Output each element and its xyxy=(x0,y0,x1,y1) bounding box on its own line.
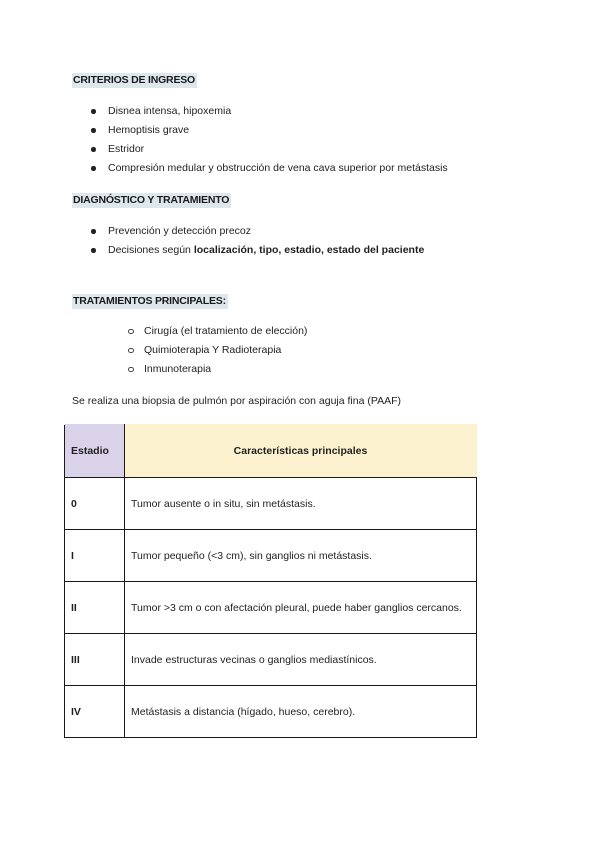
diagnostico-list xyxy=(91,222,424,260)
description-cell: Invade estructuras vecinas o ganglios mediastínicos. xyxy=(125,634,477,686)
list-item: Prevención y detección precoz xyxy=(91,222,424,241)
stage-cell: III xyxy=(65,634,125,686)
table-header-row xyxy=(65,425,477,478)
biopsy-paragraph: Se realiza una biopsia de pulmón por aspiración con aguja fina (PAAF) xyxy=(72,395,401,407)
criterios-list xyxy=(91,102,448,178)
list-item: Estridor xyxy=(91,140,448,159)
header-estadio: Estadio xyxy=(65,425,125,478)
table-row xyxy=(65,634,477,686)
heading-criterios-ingreso: CRITERIOS DE INGRESO xyxy=(73,74,196,86)
table-row xyxy=(65,582,477,634)
table-row xyxy=(65,478,477,530)
list-item-bold: localización, tipo, estadio, estado del paciente xyxy=(193,244,425,256)
description-cell: Tumor pequeño (<3 cm), sin ganglios ni metástasis. xyxy=(125,530,477,582)
header-caracteristicas: Características principales xyxy=(125,425,477,478)
heading-diagnostico-tratamiento: DIAGNÓSTICO Y TRATAMIENTO xyxy=(73,194,230,206)
stage-cell: II xyxy=(65,582,125,634)
tratamientos-list xyxy=(128,322,307,379)
table-row xyxy=(65,686,477,738)
list-item: Hemoptisis grave xyxy=(91,121,448,140)
list-item: Compresión medular y obstrucción de vena cava superior por metástasis xyxy=(91,159,448,178)
list-item: Quimioterapia Y Radioterapia xyxy=(128,341,307,360)
list-item xyxy=(91,241,424,260)
heading-tratamientos-principales: TRATAMIENTOS PRINCIPALES: xyxy=(73,295,226,307)
list-item: Disnea intensa, hipoxemia xyxy=(91,102,448,121)
stage-cell: IV xyxy=(65,686,125,738)
stage-cell: I xyxy=(65,530,125,582)
staging-table xyxy=(64,424,477,738)
list-item: Cirugía (el tratamiento de elección) xyxy=(128,322,307,341)
list-item: Inmunoterapia xyxy=(128,360,307,379)
table-row xyxy=(65,530,477,582)
description-cell: Tumor >3 cm o con afectación pleural, puede haber ganglios cercanos. xyxy=(125,582,477,634)
stage-cell: 0 xyxy=(65,478,125,530)
description-cell: Metástasis a distancia (hígado, hueso, cerebro). xyxy=(125,686,477,738)
list-item-prefix: Decisiones según xyxy=(108,244,194,256)
description-cell: Tumor ausente o in situ, sin metástasis. xyxy=(125,478,477,530)
